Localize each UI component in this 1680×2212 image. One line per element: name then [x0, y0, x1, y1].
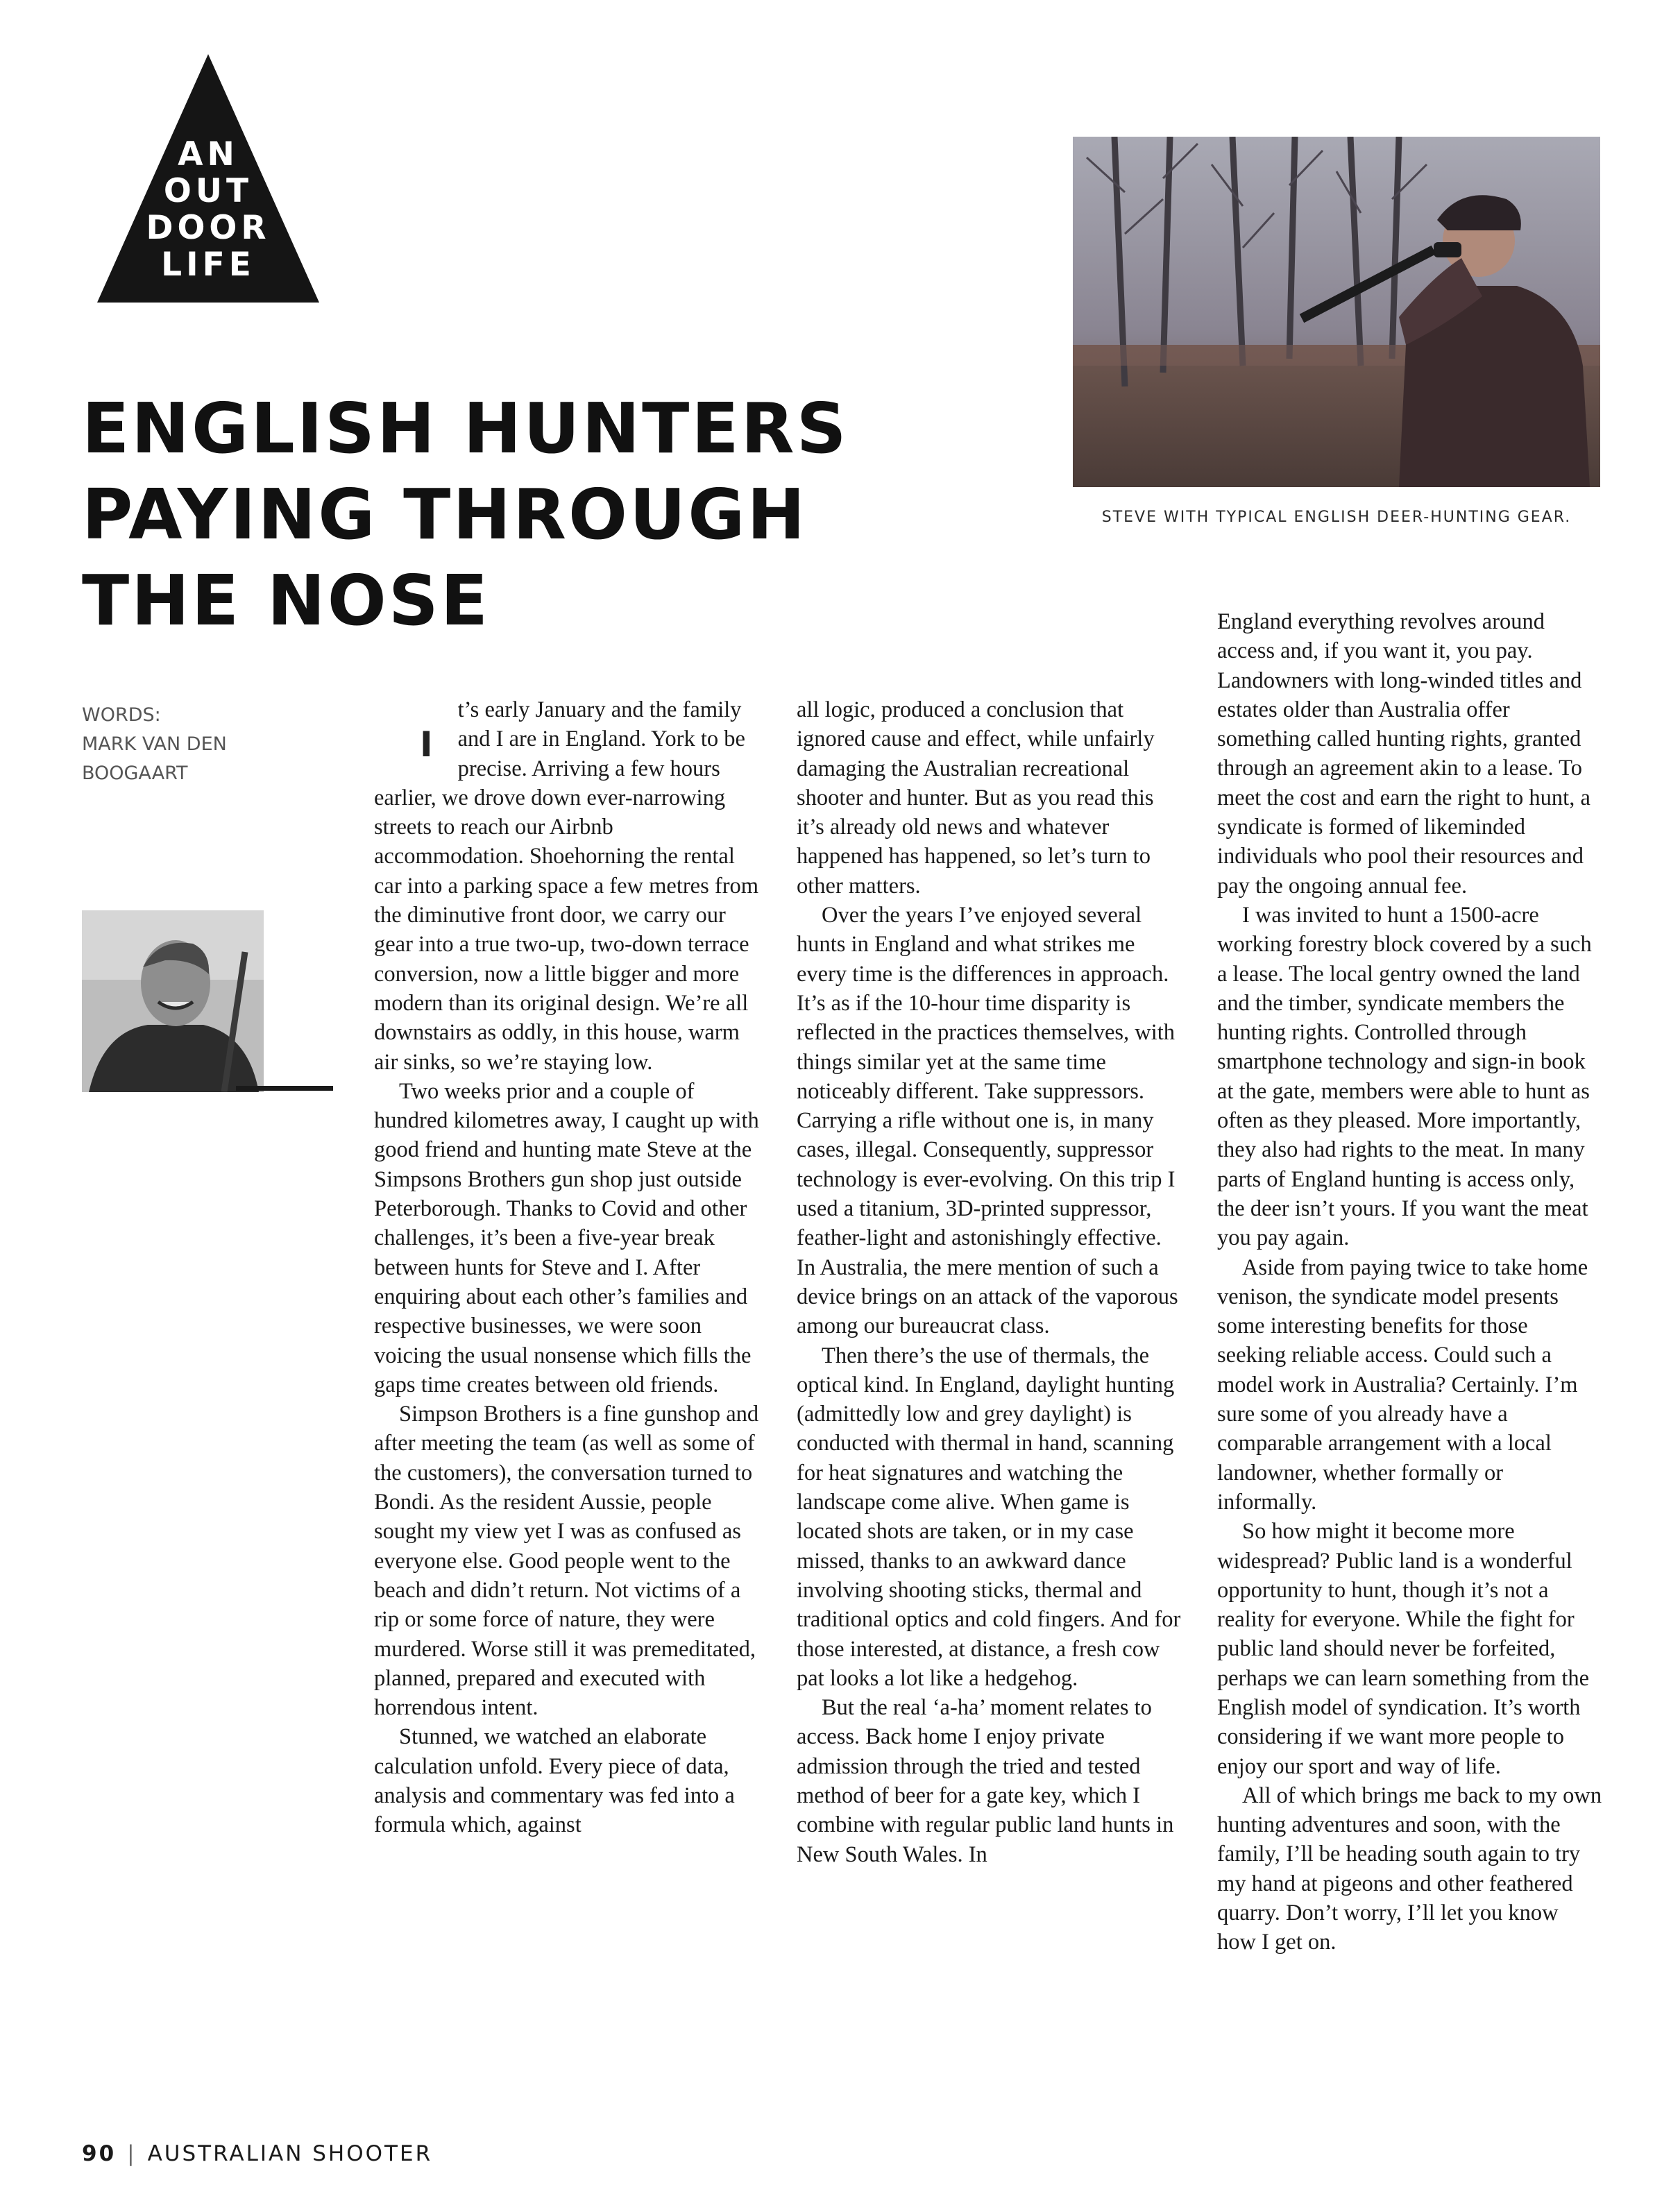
- photo-caption: STEVE WITH TYPICAL ENGLISH DEER-HUNTING GEAR.: [1101, 509, 1572, 526]
- author-portrait-illustration: [82, 910, 264, 1092]
- article-headline: [82, 386, 942, 644]
- section-badge: [97, 54, 319, 304]
- page-footer: [82, 2141, 432, 2166]
- headline-line: PAYING THROUGH: [82, 474, 808, 555]
- article-paragraph: Simpson Brothers is a fine gunshop and after meeting the team (as well as some of the customers), the conversation turned to Bondi. As the resident Aussie, people sought my view yet I was as confused as everyone else. Good people went to the beach and didn’t return. Not victims of a rip or some force of nature, they were murdered. Worse still it was premeditated, planned, prepared and executed with horrendous intent.: [374, 1402, 759, 1721]
- page-number: 90: [82, 2141, 117, 2166]
- article-paragraph: All of which brings me back to my own hunting adventures and soon, with the family, I’ll be heading south again to try my hand at pigeons and other feathered quarry. Don’t worry, I’ll let you know how I get on.: [1217, 1783, 1602, 1955]
- author-rule: [236, 1086, 333, 1091]
- article-paragraph: England everything revolves around access and, if you want it, you pay. Landowners with long-winded titles and estates older than Australia offer something called hunting rights, granted through an agreement akin to a lease. To meet the cost and earn the right to hunt, a syndicate is formed of likeminded individuals who pool their resources and pay the ongoing annual fee.: [1217, 609, 1590, 899]
- forest-hunter-illustration: [1073, 137, 1600, 487]
- article-column-3: [1217, 607, 1602, 1957]
- article-paragraph: t’s early January and the family and I are in England. York to be precise. Arriving a few hours earlier, we drove down ever-narrowing streets to reach our Airbnb accommodation. Shoehorning the rental car into a parking space a few metres from the diminutive front door, we carry our gear into a true two-up, two-down terrace conversion, now a little bigger and more modern than its original design. We’re all downstairs as oddly, in this house, warm air sinks, so we’re staying low.: [374, 697, 759, 1075]
- hunter-photo: [1073, 137, 1600, 487]
- badge-line: OUT: [163, 172, 253, 210]
- badge-line: AN: [178, 135, 239, 173]
- headline-line: THE NOSE: [82, 560, 491, 641]
- article-column-1: [374, 695, 759, 1840]
- headline-line: ENGLISH HUNTERS: [82, 388, 849, 469]
- drop-cap: I: [420, 724, 433, 765]
- article-paragraph: Over the years I’ve enjoyed several hunts in England and what strikes me every time is the differences in approach. It’s as if the 10-hour time disparity is reflected in the practices themselves, with things similar yet at the same time noticeably different. Take suppressors. Carrying a rifle without one is, in many cases, illegal. Consequently, suppressor technology is ever-evolving. On this trip I used a titanium, 3D-printed suppressor, feather-light and astonishingly effective. In Australia, the mere mention of such a device brings on an attack of the vaporous among our bureaucrat class.: [797, 903, 1178, 1339]
- byline-label: WORDS:: [82, 704, 161, 726]
- article-paragraph: I was invited to hunt a 1500-acre working forestry block covered by a such a lease. The local gentry owned the land and the timber, syndicate members the hunting rights. Controlled through smartphone technology and sign-in book at the gate, members were able to hunt as often as they pleased. More importantly, they also had rights to the meat. In many parts of England hunting is access only, the deer isn’t yours. If you want the meat you pay again.: [1217, 902, 1592, 1251]
- author-portrait: [82, 910, 264, 1092]
- article-column-2: [797, 695, 1182, 1869]
- section-badge-text: [97, 136, 319, 283]
- publication-name: AUSTRALIAN SHOOTER: [147, 2141, 433, 2166]
- badge-line: LIFE: [161, 246, 255, 284]
- author-name: MARK VAN DEN BOOGAART: [82, 733, 227, 784]
- article-paragraph: Then there’s the use of thermals, the optical kind. In England, daylight hunting (admittedly low and grey daylight) is conducted with thermal in hand, scanning for heat signatures and watching the landscape come alive. When game is located shots are taken, or in my case missed, thanks to an awkward dance involving shooting sticks, thermal and traditional optics and cold fingers. And for those interested, at distance, a fresh cow pat looks a lot like a hedgehog.: [797, 1343, 1181, 1691]
- article-paragraph: So how might it become more widespread? Public land is a wonderful opportunity to hunt, though it’s not a reality for everyone. While the fight for public land should never be forfeited, perhaps we can learn something from the English model of syndication. It’s worth considering if we want more people to enjoy our sport and way of life.: [1217, 1519, 1590, 1779]
- badge-line: DOOR: [146, 209, 271, 247]
- footer-separator: |: [127, 2141, 137, 2166]
- article-paragraph: But the real ‘a-ha’ moment relates to access. Back home I enjoy private admission through the tried and tested method of beer for a gate key, which I combine with regular public land hunts in New South Wales. In: [797, 1695, 1174, 1867]
- article-paragraph: Stunned, we watched an elaborate calculation unfold. Every piece of data, analysis and commentary was fed into a formula which, against: [374, 1724, 735, 1838]
- article-paragraph: all logic, produced a conclusion that ignored cause and effect, while unfairly damaging the Australian recreational shooter and hunter. But as you read this it’s already old news and whatever happened has happened, so let’s turn to other matters.: [797, 697, 1155, 899]
- article-paragraph: Two weeks prior and a couple of hundred kilometres away, I caught up with good friend and hunting mate Steve at the Simpsons Brothers gun shop just outside Peterborough. Thanks to Covid and other challenges, it’s been a five-year break between hunts for Steve and I. After enquiring about each other’s families and respective businesses, we were soon voicing the usual nonsense which fills the gaps time creates between old friends.: [374, 1078, 759, 1397]
- article-paragraph: Aside from paying twice to take home venison, the syndicate model presents some interesting benefits for those seeking reliable access. Could such a model work in Australia? Certainly. I’m sure some of you already have a comparable arrangement with a local landowner, whether formally or informally.: [1217, 1254, 1588, 1515]
